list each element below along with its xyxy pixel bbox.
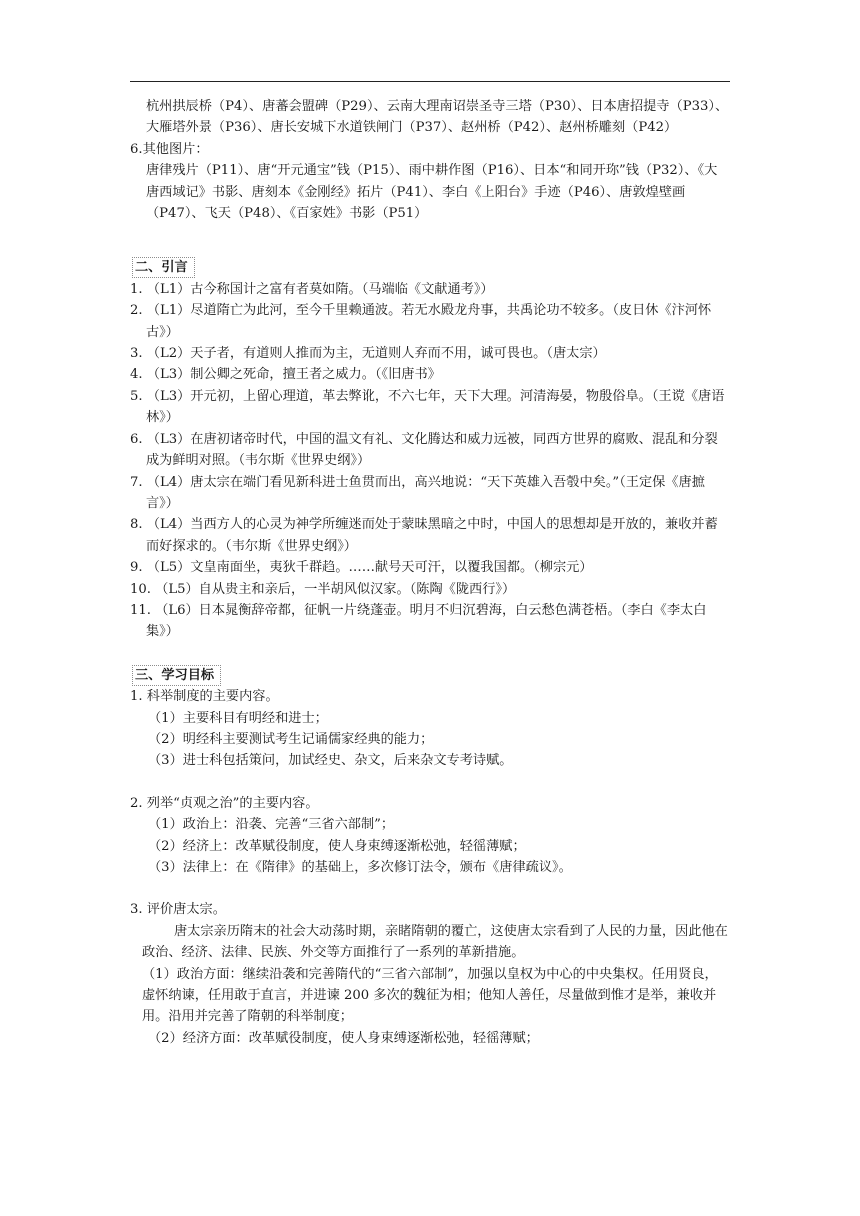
goal-title: 2. 列举“贞观之治”的主要内容。: [130, 795, 319, 811]
quote-item: 5. （L3）开元初，上留心理道，革去弊讹，不六七年，天下大理。河清海晏，物殷俗阜。（王谠《唐语林》）: [130, 388, 725, 426]
goal-point: （2）明经科主要测试考生记诵儒家经典的能力；: [148, 731, 434, 747]
goal-title: 3. 评价唐太宗。: [130, 902, 226, 918]
goal-point: （2）经济上：改革赋役制度，使人身束缚逐渐松弛，轻徭薄赋；: [148, 838, 526, 854]
list-item-6-text: 唐律残片（P11）、唐“开元通宝”钱（P15）、雨中耕作图（P16）、日本“和同开珎”钱（P32）、《大唐西域记》书影、唐刻本《金刚经》拓片（P41）、李白《上阳台》手迹（P46）、唐敦煌壁画（P47）、飞天（P48）、《百家姓》书影（P51）: [146, 163, 718, 222]
header-rule: [130, 81, 730, 82]
quote-item: 8. （L4）当西方人的心灵为神学所缠迷而处于蒙昧黑暗之中时，中国人的思想却是开放的，兼收并蓄而好探求的。（韦尔斯《世界史纲》）: [130, 517, 718, 554]
goal-point: （3）法律上：在《隋律》的基础上，多次修订法令，颁布《唐律疏议》。: [148, 860, 572, 875]
goal-title: 1. 科举制度的主要内容。: [130, 689, 279, 705]
section-heading: 二、引言: [132, 257, 195, 278]
quote-item: 10. （L5）自从贵主和亲后，一半胡风似汉家。（陈陶《陇西行》）: [130, 581, 516, 597]
quote-item: 9. （L5）文皇南面坐，夷狄千群趋。……献号天可汗，以覆我国都。（柳宗元）: [130, 560, 593, 576]
list-item-6-label: 6.其他图片：: [130, 141, 209, 157]
goal-point: （1）主要科目有明经和进士；: [148, 710, 328, 726]
quote-item: 1. （L1）古今称国计之富有者莫如隋。（马端临《文献通考》）: [130, 281, 494, 297]
goal-point: （3）进士科包括策问，加试经史、杂文，后来杂文专考诗赋。: [148, 753, 513, 769]
quote-item: 11. （L6）日本晁衡辞帝都，征帆一片绕蓬壶。明月不归沉碧海，白云愁色满苍梧。（李白《李太白集》）: [130, 602, 707, 640]
quote-item: 3. （L2）天子者，有道则人推而为主，无道则人弃而不用，诚可畏也。（唐太宗）: [130, 346, 606, 362]
quote-item: 7. （L4）唐太宗在端门看见新科进士鱼贯而出，高兴地说：“天下英雄入吾彀中矣。”（王定保《唐摭言》）: [130, 474, 705, 511]
quote-item: 6. （L3）在唐初诸帝时代，中国的温文有礼、文化腾达和威力远被，同西方世界的腐败、混乱和分裂成为鲜明对照。（韦尔斯《世界史纲》）: [130, 431, 718, 469]
goal-point: （1）政治上：沿袭、完善“三省六部制”；: [148, 817, 395, 833]
goal-intro: 唐太宗亲历隋末的社会大动荡时期，亲睹隋朝的覆亡，这使唐太宗看到了人民的力量，因此他在政治、经济、法律、民族、外交等方面推行了一系列的革新措施。: [142, 923, 728, 961]
quote-item: 2. （L1）尽道隋亡为此河，至今千里赖通波。若无水殿龙舟事，共禹论功不较多。（皮日休《汴河怀古》）: [130, 303, 712, 340]
goal-point: （1）政治方面：继续沿袭和完善隋代的“三省六部制”，加强以皇权为中心的中央集权。任用贤良，虚怀纳谏，任用敢于直言，并进谏 200 多次的魏征为相；他知人善任，尽量做到惟才是举，兼收并用。沿用并完善了隋朝的科举制度；: [142, 966, 718, 1025]
section-introduction: [130, 257, 730, 642]
quote-item: 4. （L3）制公卿之死命，擅王者之威力。（《旧唐书》: [130, 367, 441, 383]
goal-point: （2）经济方面：改革赋役制度，使人身束缚逐渐松弛，轻徭薄赋；: [148, 1030, 539, 1046]
section-heading: 三、学习目标: [132, 665, 221, 686]
document-body: [130, 96, 730, 1049]
section-learning-goals: [130, 665, 730, 1050]
list-continuation: 杭州拱辰桥（P4）、唐蕃会盟碑（P29）、云南大理南诏崇圣寺三塔（P30）、日本唐招提寺（P33）、大雁塔外景（P36）、唐长安城下水道铁闸门（P37）、赵州桥（P42）、赵州桥雕刻（P42）: [146, 99, 729, 136]
